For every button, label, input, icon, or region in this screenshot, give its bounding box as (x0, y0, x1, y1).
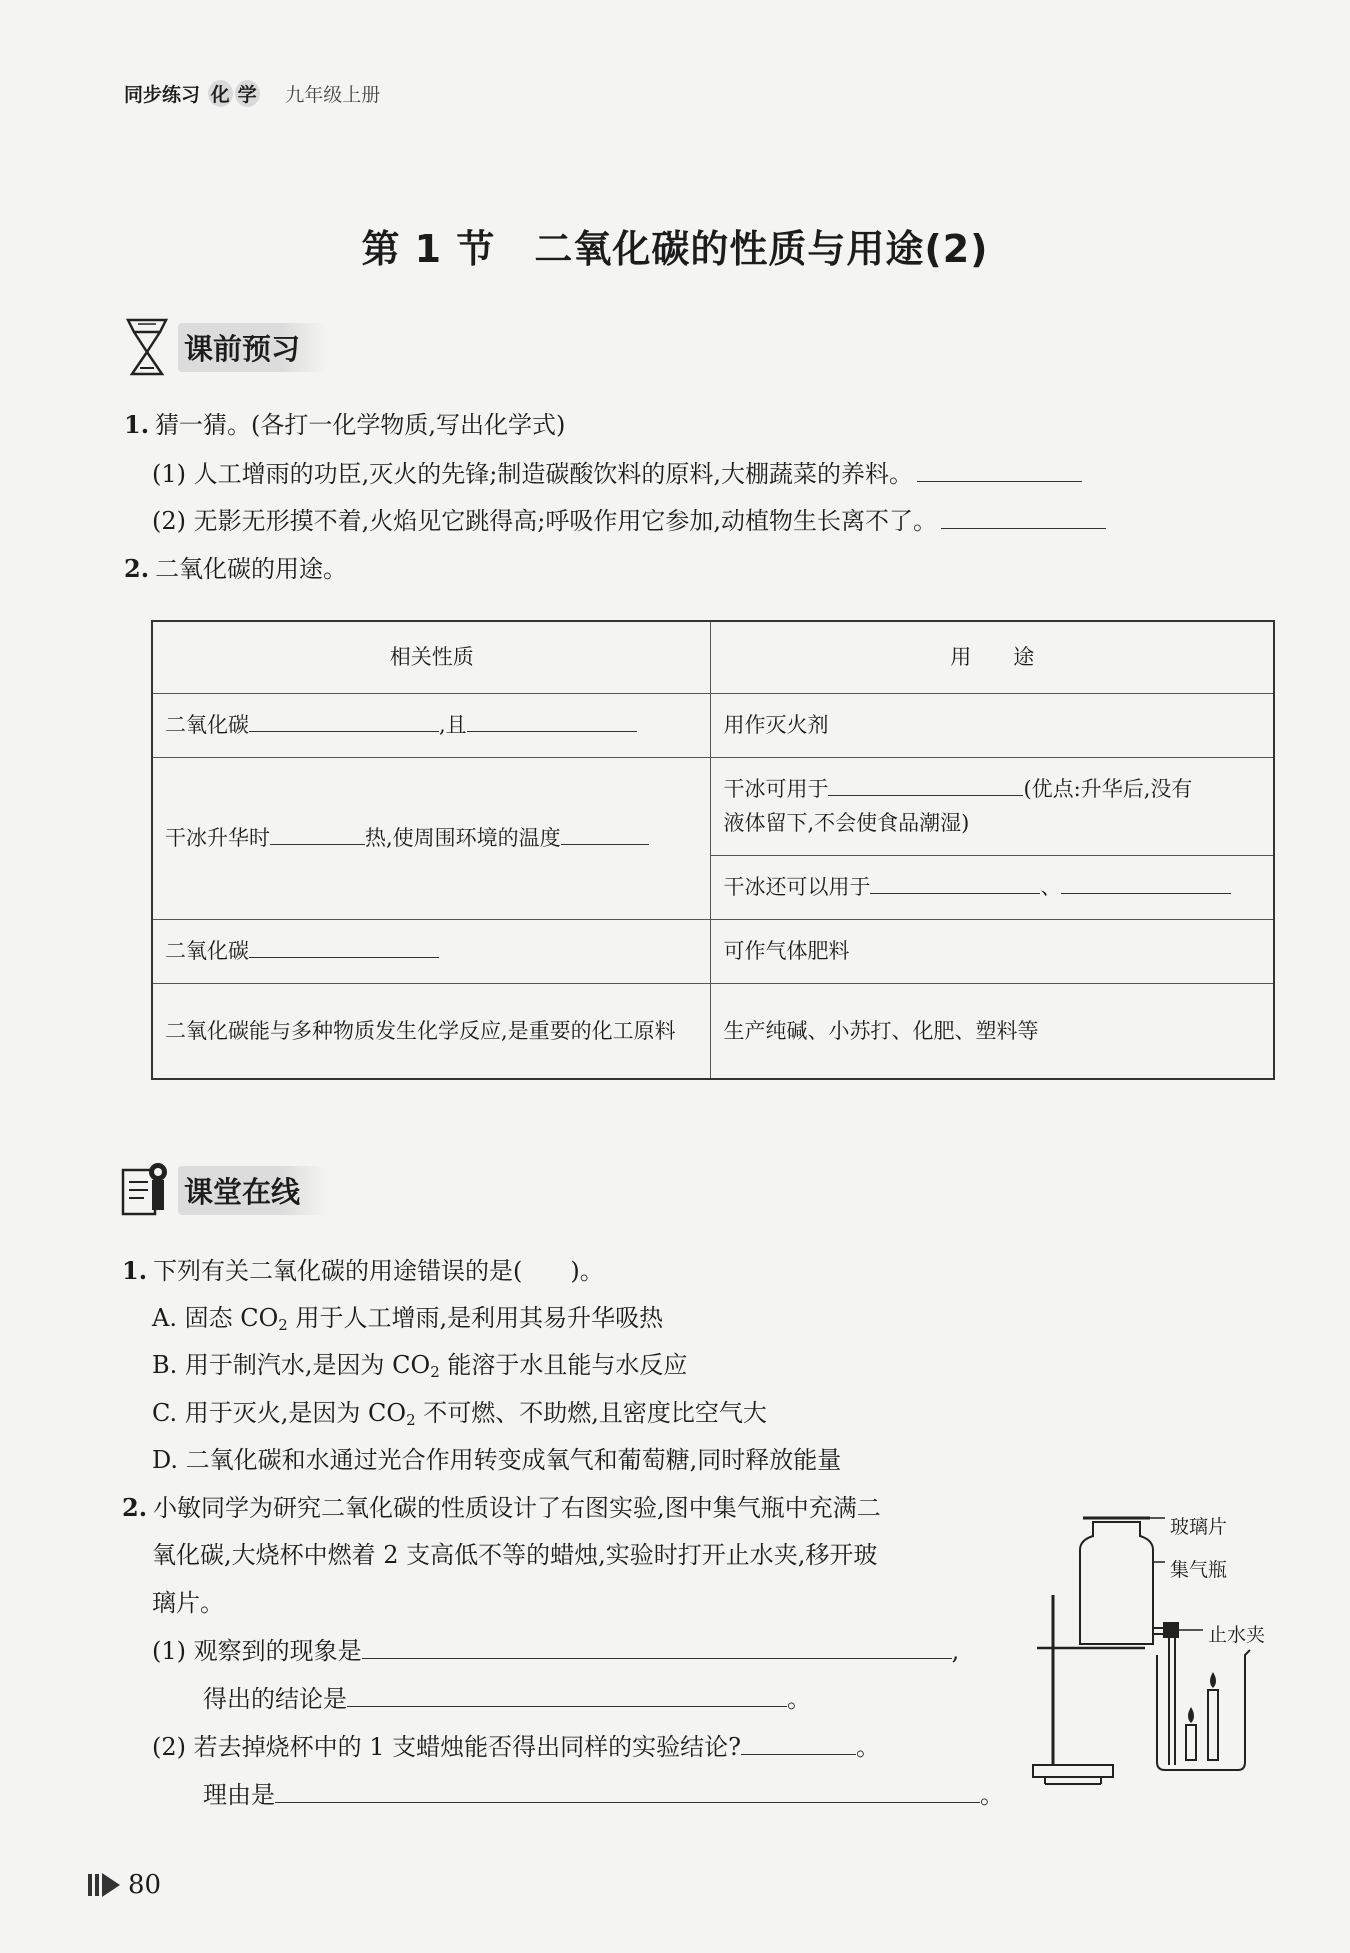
answer-blank[interactable] (362, 1636, 952, 1659)
section-preview-title: 课前预习 (178, 323, 326, 372)
section-classroom-heading (120, 1160, 326, 1220)
table-cell: 二氧化碳 ,且 (152, 693, 711, 757)
section-classroom-title: 课堂在线 (178, 1166, 326, 1215)
arrow-icon (102, 1873, 120, 1897)
answer-blank[interactable] (347, 1684, 787, 1707)
page-title: 第 1 节 二氧化碳的性质与用途(2) (361, 227, 989, 271)
preview-q1-sub1: (1) 人工增雨的功臣,灭火的先锋;制造碳酸饮料的原料,大棚蔬菜的养料。 (152, 459, 1082, 489)
classroom-q1: 1. 下列有关二氧化碳的用途错误的是( )。 (122, 1256, 604, 1285)
classroom-q2: 2. 小敏同学为研究二氧化碳的性质设计了右图实验,图中集气瓶中充满二 (122, 1493, 881, 1522)
candle-tall (1208, 1690, 1218, 1760)
label-glass-plate: 玻璃片 (1170, 1516, 1228, 1538)
option-b[interactable]: B. 用于制汽水,是因为 $CO_2$ 能溶于水且能与水反应 (152, 1351, 688, 1381)
page-number: 80 (88, 1870, 161, 1900)
stand-base (1033, 1765, 1113, 1777)
table-cell: 二氧化碳能与多种物质发生化学反应,是重要的化工原料 (152, 983, 711, 1079)
option-c[interactable]: C. 用于灭火,是因为 $CO_2$ 不可燃、不助燃,且密度比空气大 (152, 1399, 767, 1429)
bar-icon (88, 1874, 92, 1896)
page-header (124, 80, 380, 107)
diamond-icon (124, 316, 170, 378)
table-cell: 生产纯碱、小苏打、化肥、塑料等 (711, 983, 1274, 1079)
q2-sub1: (1) 观察到的现象是 , (152, 1637, 960, 1665)
stop-clip (1163, 1622, 1179, 1638)
classroom-q2-line2: 氧化碳,大烧杯中燃着 2 支高低不等的蜡烛,实验时打开止水夹,移开玻 (152, 1541, 878, 1569)
section-preview-heading (124, 316, 326, 378)
uses-table (151, 620, 1275, 1080)
answer-blank[interactable] (741, 1732, 856, 1755)
table-cell: 用作灭火剂 (711, 693, 1274, 757)
series-name: 同步练习 (124, 84, 201, 106)
q2-sub2: (2) 若去掉烧杯中的 1 支蜡烛能否得出同样的实验结论? 。 (152, 1733, 881, 1761)
table-cell: 干冰可用于 (优点:升华后,没有 液体留下,不会使食品潮湿) (711, 757, 1274, 855)
subject: 化 学 (207, 84, 261, 106)
flame (1188, 1707, 1194, 1723)
candle-short (1186, 1725, 1196, 1760)
option-d[interactable]: D. 二氧化碳和水通过光合作用转变成氧气和葡萄糖,同时释放能量 (152, 1446, 842, 1474)
q2-sub2-reason: 理由是 。 (203, 1781, 1004, 1809)
table-header-use: 用 途 (711, 621, 1274, 693)
label-stop-clip: 止水夹 (1208, 1624, 1266, 1646)
answer-blank[interactable] (917, 459, 1082, 482)
table-cell: 可作气体肥料 (711, 919, 1274, 983)
preview-q1-sub2: (2) 无影无形摸不着,火焰见它跳得高;呼吸作用它参加,动植物生长离不了。 (152, 506, 1106, 536)
beaker (1157, 1650, 1250, 1770)
bar-icon (95, 1874, 99, 1896)
gas-bottle (1080, 1522, 1153, 1644)
grade-label: 九年级上册 (285, 84, 381, 106)
answer-blank[interactable] (941, 506, 1106, 529)
notebook-icon (120, 1160, 170, 1220)
q2-sub1-conclusion: 得出的结论是 。 (203, 1685, 811, 1713)
classroom-q2-line3: 璃片。 (152, 1589, 224, 1617)
preview-q1: 1. 猜一猜。(各打一化学物质,写出化学式) (124, 410, 566, 439)
option-a[interactable]: A. 固态 $CO_2$ 用于人工增雨,是利用其易升华吸热 (152, 1304, 664, 1334)
flame (1210, 1672, 1216, 1688)
table-cell: 干冰还可以用于 、 (711, 855, 1274, 919)
table-cell: 干冰升华时 热,使周围环境的温度 (152, 757, 711, 919)
label-gas-bottle: 集气瓶 (1170, 1559, 1228, 1581)
answer-blank[interactable] (275, 1780, 980, 1803)
table-cell: 二氧化碳 (152, 919, 711, 983)
preview-q2: 2. 二氧化碳的用途。 (124, 554, 348, 583)
table-header-property: 相关性质 (152, 621, 711, 693)
